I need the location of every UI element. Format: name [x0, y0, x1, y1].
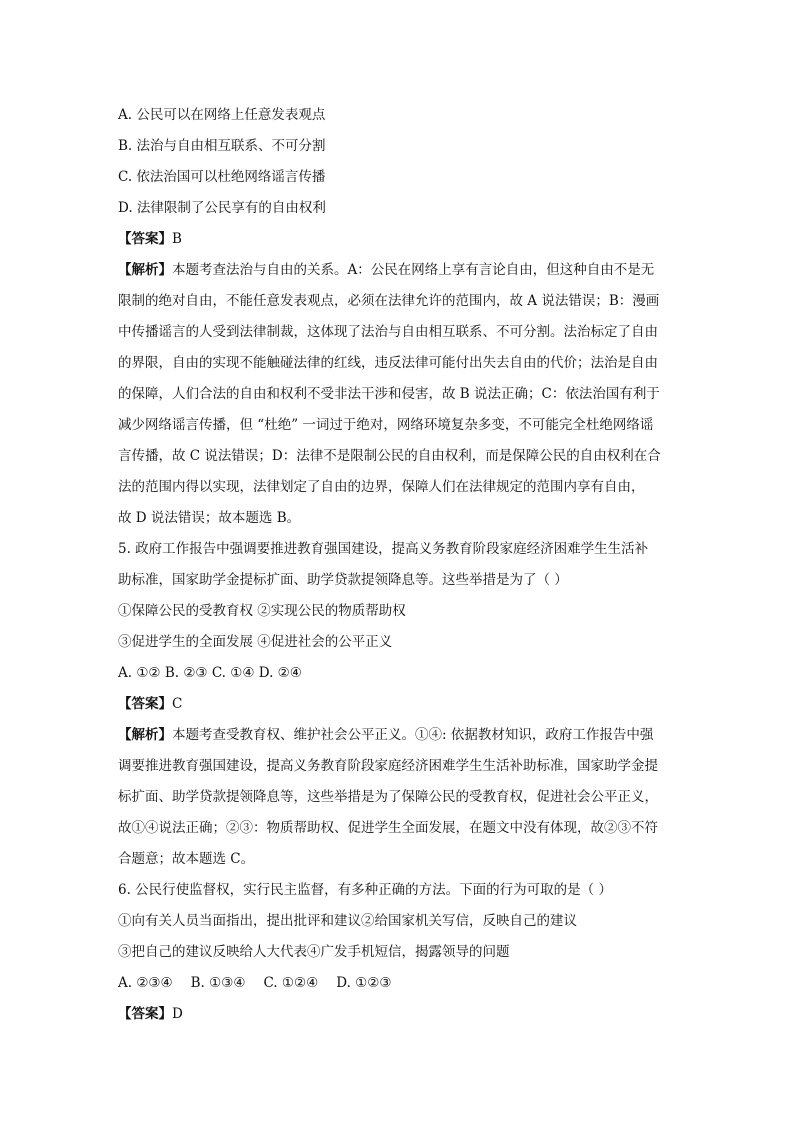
- analysis-line: 故 D 说法错误；故本题选 B。: [118, 510, 301, 526]
- q4-answer: [118, 224, 678, 255]
- analysis-line: 调要推进教育强国建设，提高义务教育阶段家庭经济困难学生生活补助标准，国家助学金提: [118, 758, 658, 774]
- q6-option-b: B. ①③④: [190, 975, 246, 991]
- analysis-line: 言传播，故 C 说法错误；D：法律不是限制公民的自由权利，而是保障公民的自由权利在合: [118, 448, 661, 464]
- q5-analysis: [118, 720, 678, 875]
- q5-stem-line: 助标准，国家助学金提标扩面、助学贷款提领降息等。这些举措是为了（ ）: [118, 572, 568, 588]
- q5-stem: [118, 534, 678, 596]
- q6-option-a: A. ②③④: [118, 975, 173, 991]
- analysis-line: 【解析】本题考查受教育权、维护社会公平正义。①④: 依据教材知识，政府工作报告中强: [118, 727, 654, 743]
- analysis-line: 【解析】本题考查法治与自由的关系。A：公民在网络上享有言论自由，但这种自由不是无: [118, 262, 655, 278]
- answer-value: C: [172, 696, 183, 712]
- q6-item-row: ③把自己的建议反映给人大代表④广发手机短信，揭露领导的问题: [118, 944, 510, 960]
- q5-stem-line: 5. 政府工作报告中强调要推进教育强国建设，提高义务教育阶段家庭经济困难学生生活补: [118, 541, 649, 557]
- analysis-line: 故①④说法正确；②③：物质帮助权、促进学生全面发展，在题文中没有体现，故②③不符: [118, 820, 658, 836]
- q5-answer: [118, 689, 678, 720]
- document-page: [118, 100, 678, 1030]
- q4-option-c: C. 依法治国可以杜绝网络谣言传播: [118, 169, 326, 185]
- analysis-line: 的界限，自由的实现不能触碰法律的红线，违反法律可能付出失去自由的代价；法治是自由: [118, 355, 658, 371]
- analysis-line: 合题意；故本题选 C。: [118, 851, 255, 867]
- analysis-line: 中传播谣言的人受到法律制裁，这体现了法治与自由相互联系、不可分割。法治标定了自由: [118, 324, 658, 340]
- analysis-line: 的保障，人们合法的自由和权利不受非法干涉和侵害，故 B 说法正确；C：依法治国有利于: [118, 386, 660, 402]
- answer-tag: 【答案】: [118, 696, 172, 712]
- answer-tag: 【答案】: [118, 231, 172, 247]
- q5-item-row: ①保障公民的受教育权 ②实现公民的物质帮助权: [118, 603, 406, 619]
- q4-option-b: B. 法治与自由相互联系、不可分割: [118, 138, 326, 154]
- q6-options: [118, 968, 678, 999]
- q5-options: A. ①② B. ②③ C. ①④ D. ②④: [118, 665, 302, 681]
- q4-option-d: D. 法律限制了公民享有的自由权利: [118, 200, 326, 216]
- analysis-line: 法的范围内得以实现，法律划定了自由的边界，保障人们在法律规定的范围内享有自由，: [118, 479, 645, 495]
- q4-option-a: A. 公民可以在网络上任意发表观点: [118, 107, 326, 123]
- analysis-line: 标扩面、助学贷款提领降息等，这些举措是为了保障公民的受教育权，促进社会公平正义，: [118, 789, 658, 805]
- q5-item-row: ③促进学生的全面发展 ④促进社会的公平正义: [118, 634, 393, 650]
- answer-value: B: [172, 231, 182, 247]
- analysis-line: 减少网络谣言传播，但 “杜绝” 一词过于绝对，网络环境复杂多变，不可能完全杜绝网络谣: [118, 417, 654, 433]
- q6-option-c: C. ①②④: [263, 975, 319, 991]
- analysis-line: 限制的绝对自由，不能任意发表观点，必须在法律允许的范围内，故 A 说法错误；B：漫画: [118, 293, 660, 309]
- answer-value: D: [172, 1006, 183, 1022]
- answer-tag: 【答案】: [118, 1006, 172, 1022]
- q6-item-row: ①向有关人员当面指出，提出批评和建议②给国家机关写信，反映自己的建议: [118, 913, 577, 929]
- q6-answer: [118, 999, 678, 1030]
- q4-analysis: [118, 255, 678, 534]
- q6-stem: 6. 公民行使监督权，实行民主监督，有多种正确的方法。下面的行为可取的是（ ）: [118, 882, 612, 898]
- q6-option-d: D. ①②③: [336, 975, 392, 991]
- analysis-tag: 【解析】: [118, 262, 172, 278]
- analysis-tag: 【解析】: [118, 727, 172, 743]
